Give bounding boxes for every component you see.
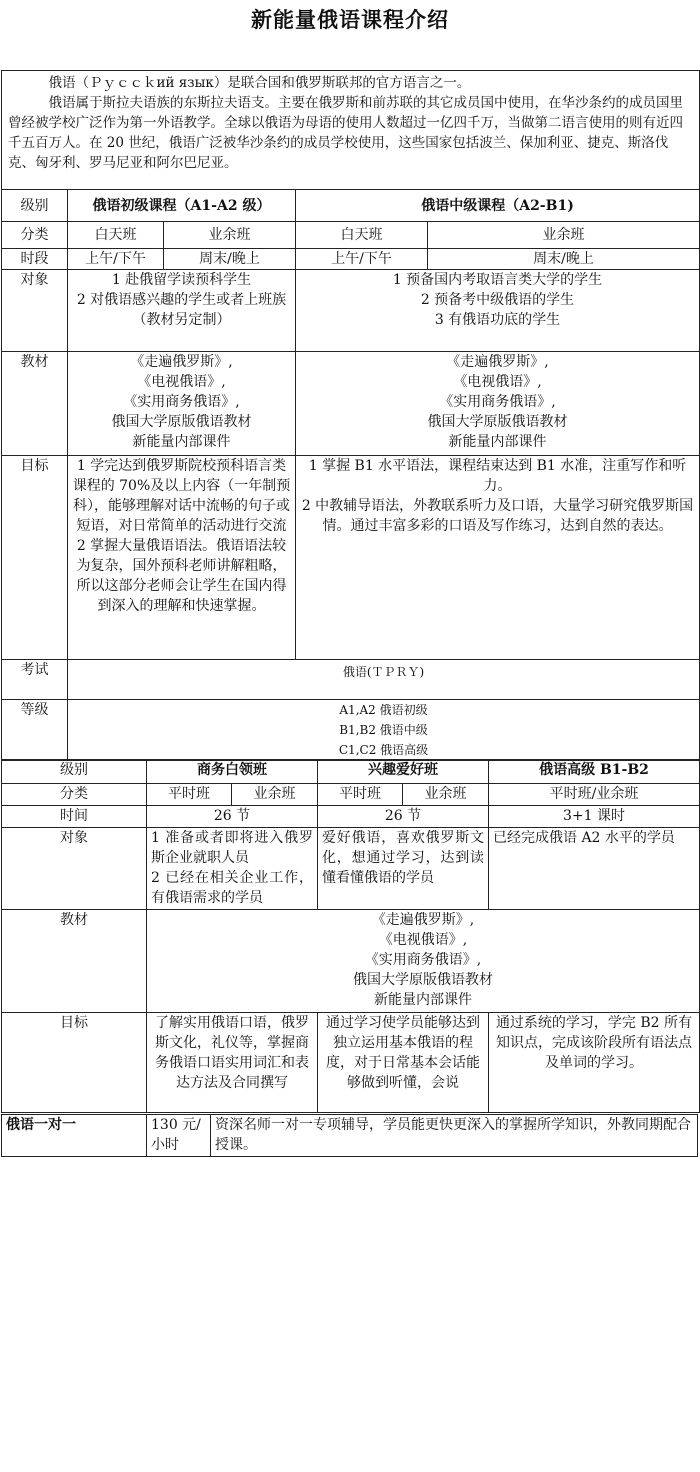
intermediate-goal [296,456,700,660]
interest-time: 26 节 [318,806,489,828]
exam-value: 俄语(ＴＰＲＹ) [68,660,700,700]
interest-target: 爱好俄语，喜欢俄罗斯文化，想通过学习，达到读懂看懂俄语的学员 [318,828,489,910]
advanced-target: 已经完成俄语 A2 水平的学员 [489,828,700,910]
t2-label-category: 分类 [2,784,147,806]
intermediate-goal-1: 1 掌握 B1 水平语法，课程结束达到 B1 水准，注重写作和听力。 [308,458,687,494]
material-item: 新能量内部课件 [374,992,472,1008]
t2-level-row [2,760,700,784]
material-item: 新能量内部课件 [132,434,231,450]
material-item: 《电视俄语》, [453,374,542,390]
one-on-one-label: 俄语一对一 [2,1115,147,1157]
t2-label-materials: 教材 [2,910,147,1013]
intro-cell [2,71,700,190]
t2-label-goal: 目标 [2,1013,147,1113]
intermediate-materials [296,352,700,456]
material-item: 俄国大学原版俄语教材 [427,414,568,430]
basic-spare-time: 周末/晚上 [164,249,296,270]
intermediate-target [296,270,700,352]
t2-goal-row [2,1013,700,1113]
advanced-category: 平时班/业余班 [489,784,700,806]
t2-target-row [2,828,700,910]
label-goal: 目标 [2,456,68,660]
intermediate-day-time: 上午/下午 [296,249,428,270]
basic-day-class: 白天班 [68,222,164,249]
business-name: 商务白领班 [147,760,318,784]
interest-goal: 通过学习使学员能够达到独立运用基本俄语的程度，对于日常基本会话能够做到听懂，会说 [318,1013,489,1113]
label-category: 分类 [2,222,68,249]
table-one-on-one [1,1114,698,1157]
basic-target-line: 2 对俄语感兴趣的学生或者上班族（教材另定制） [76,292,287,328]
label-exam: 考试 [2,660,68,700]
material-item: 《电视俄语》, [378,932,468,948]
material-item: 俄国大学原版俄语教材 [353,972,493,988]
label-period: 时段 [2,249,68,270]
grade-item: B1,B2 俄语中级 [339,723,428,737]
business-target [147,828,318,910]
intermediate-spare-time: 周末/晚上 [428,249,700,270]
t2-materials [147,910,700,1013]
label-level: 级别 [2,190,68,222]
advanced-time: 3+1 课时 [489,806,700,828]
material-item: 《走遍俄罗斯》, [371,912,475,928]
materials-row [2,352,700,456]
page-title: 新能量俄语课程介绍 [251,8,449,32]
one-on-one-price: 130 元/小时 [147,1115,211,1157]
target-row [2,270,700,352]
label-materials: 教材 [2,352,68,456]
course-basic-name: 俄语初级课程（A1-A2 级） [68,190,296,222]
intermediate-goal-2: 2 中教辅导语法，外教联系听力及口语，大量学习研究俄罗斯国情。通过丰富多彩的口语及写作练习，达到自然的表达。 [301,498,694,534]
material-item: 俄国大学原版俄语教材 [111,414,252,430]
intermediate-day-class: 白天班 [296,222,428,249]
intermediate-target-line: 1 预备国内考取语言类大学的学生 [392,272,603,288]
basic-goal [68,456,296,660]
basic-target-line: 1 赴俄留学读预科学生 [111,272,252,288]
grade-row [2,700,700,761]
business-time: 26 节 [147,806,318,828]
t2-label-level: 级别 [2,760,147,784]
basic-spare-class: 业余班 [164,222,296,249]
intro-paragraph-1: 俄语（Ｐｙｃｃｋий язык）是联合国和俄罗斯联邦的官方语言之一。 [48,75,471,91]
material-item: 《实用商务俄语》, [123,394,240,410]
material-item: 《实用商务俄语》, [364,952,482,968]
t2-label-time: 时间 [2,806,147,828]
t2-materials-row [2,910,700,1013]
interest-spare: 业余班 [403,784,489,806]
label-target: 对象 [2,270,68,352]
basic-goal-1: 1 学完达到俄罗斯院校预科语言类课程的 70%及以上内容（一年制预科），能够理解对话中流畅的句子或短语，对日常简单的活动进行交流 [72,458,291,534]
one-on-one-desc: 资深名师一对一专项辅导，学员能更快更深入的掌握所学知识，外教同期配合授课。 [211,1115,698,1157]
intro-paragraph-2: 俄语属于斯拉夫语族的东斯拉夫语支。主要在俄罗斯和前苏联的其它成员国中使用，在华沙条约的成员国里曾经被学校广泛作为第一外语教学。全球以俄语为母语的使用人数超过一亿四千万，当做第二语言使用的则有近四千五百万人。在 20 世纪，俄语广泛被华沙条约的成员学校使用，这些国家包括波兰、保加利亚、捷克、斯洛伐克、匈牙利、罗马尼亚和阿尔巴尼亚。 [8,95,683,171]
goal-row [2,456,700,660]
label-grade: 等级 [2,700,68,761]
basic-target [68,270,296,352]
advanced-name: 俄语高级 B1-B2 [489,760,700,784]
intermediate-spare-class: 业余班 [428,222,700,249]
exam-row [2,660,700,700]
table-beginner-intermediate [1,70,700,761]
advanced-goal: 通过系统的学习，学完 B2 所有知识点，完成该阶段所有语法点及单词的学习。 [489,1013,700,1113]
business-goal: 了解实用俄语口语，俄罗斯文化，礼仪等，掌握商务俄语口语实用词汇和表达方法及合同撰写 [147,1013,318,1113]
material-item: 《电视俄语》, [137,374,226,390]
business-regular: 平时班 [147,784,232,806]
intermediate-target-line: 2 预备考中级俄语的学生 [420,292,575,308]
t2-time-row [2,806,700,828]
grade-item: A1,A2 俄语初级 [339,703,428,717]
interest-name: 兴趣爱好班 [318,760,489,784]
grade-list [68,700,700,761]
intro-row [2,71,700,190]
t2-label-target: 对象 [2,828,147,910]
material-item: 新能量内部课件 [448,434,547,450]
business-target-2: 2 已经在相关企业工作，有俄语需求的学员 [151,870,313,906]
business-target-1: 1 准备或者即将进入俄罗斯企业就职人员 [151,830,313,866]
category-row [2,222,700,249]
period-row [2,249,700,270]
one-on-one-row [2,1115,698,1157]
material-item: 《走遍俄罗斯》, [446,354,549,370]
level-row [2,190,700,222]
business-spare: 业余班 [232,784,318,806]
course-intermediate-name: 俄语中级课程（A2-B1) [296,190,700,222]
t2-category-row [2,784,700,806]
material-item: 《走遍俄罗斯》, [130,354,233,370]
basic-day-time: 上午/下午 [68,249,164,270]
basic-materials [68,352,296,456]
basic-goal-2: 2 掌握大量俄语语法。俄语语法较为复杂，国外预科老师讲解粗略，所以这部分老师会让学生在国内得到深入的理解和快速掌握。 [76,538,287,614]
interest-regular: 平时班 [318,784,403,806]
material-item: 《实用商务俄语》, [439,394,556,410]
intermediate-target-line: 3 有俄语功底的学生 [434,312,561,328]
table-special-courses [1,759,700,1113]
grade-item: C1,C2 俄语高级 [338,743,429,757]
